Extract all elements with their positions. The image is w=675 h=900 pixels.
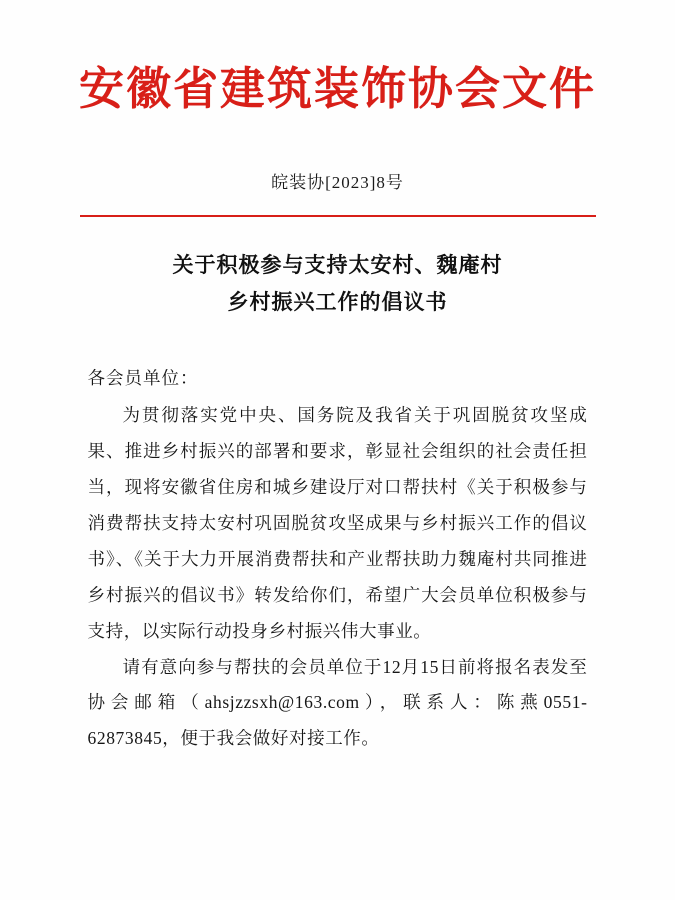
body-paragraph-1: 为贯彻落实党中央、国务院及我省关于巩固脱贫攻坚成果、推进乡村振兴的部署和要求，彰显社会组织的社会责任担当，现将安徽省住房和城乡建设厅对口帮扶村《关于积极参与消费帮扶支持太安村巩固脱贫攻坚成果与乡村振兴工作的倡议书》、《关于大力开展消费帮扶和产业帮扶助力魏庵村共同推进乡村振兴的倡议书》转发给你们，希望广大会员单位积极参与支持，以实际行动投身乡村振兴伟大事业。	[87, 405, 588, 641]
organization-title: 安徽省建筑装饰协会文件	[78, 62, 596, 115]
salutation: 各会员单位：	[87, 367, 199, 388]
document-number: 皖装协[2023]8号	[271, 173, 404, 192]
body-paragraph-2: 请有意向参与帮扶的会员单位于12月15日前将报名表发至协会邮箱（ahsjzzsxh@163.com），联系人：陈燕0551-62873845，便于我会做好对接工作。	[87, 656, 588, 749]
red-divider-rule	[80, 215, 596, 217]
document-body	[88, 361, 588, 758]
document-title-line-2: 乡村振兴工作的倡议书	[227, 289, 448, 314]
masthead	[0, 0, 675, 116]
document-title-line-1: 关于积极参与支持太安村、魏庵村	[172, 253, 503, 277]
document-title	[0, 247, 675, 321]
